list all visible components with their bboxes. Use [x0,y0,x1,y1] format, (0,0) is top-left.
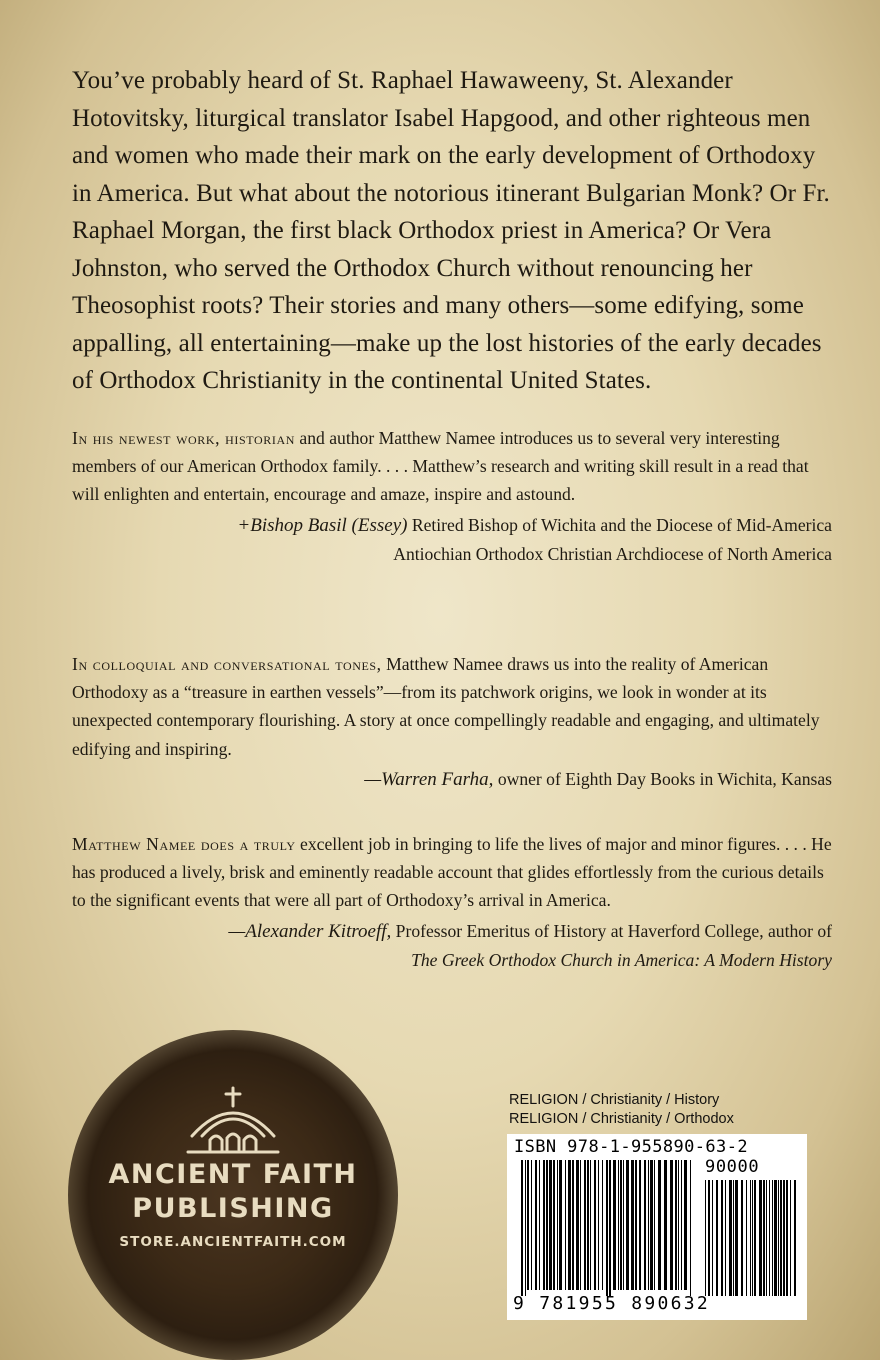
endorsement-lead: In his newest work, historian [72,428,296,448]
publisher-url: STORE.ANCIENTFAITH.COM [119,1234,347,1250]
endorsement-text [72,830,832,915]
endorsement-lead: Matthew Namee does a truly [72,834,296,854]
barcode-digits: 9 781955 890632 [513,1293,711,1314]
description-paragraph: You’ve probably heard of St. Raphael Hawaweeny, St. Alexander Hotovitsky, liturgical translator Isabel Hapgood, and other righteous men and women who made their mark on the early development of Orthodoxy in America. But what about the notorious itinerant Bulgarian Monk? Or Fr. Raphael Morgan, the first black Orthodox priest in America? Or Vera Johnston, who served the Orthodox Church without renouncing her Theosophist roots? Their stories and many others—some edifying, some appalling, all entertaining—make up the lost histories of the early decades of Orthodox Christianity in the continental United States. [72,67,830,394]
publisher-name-line2: PUBLISHING [132,1193,334,1224]
endorsement-body: Matthew Namee draws us into the reality of American Orthodoxy as a “treasure in earthen vessels”—from its patchwork origins, we look in wonder at its unexpected contemporary flourishing. A story at once compellingly readable and engaging, and ultimately edifying and inspiring. [72,654,820,759]
endorser-organization: Antiochian Orthodox Christian Archdiocese of North America [393,543,832,564]
endorsement-warren-farha [72,650,832,794]
price-addon: 90000 [705,1157,760,1177]
endorser-name: —Warren Farha, [364,768,494,790]
book-description [72,62,832,400]
endorsement-lead: In colloquial and conversational tones, [72,654,382,674]
endorsement-text [72,650,832,763]
endorsement-attribution [72,511,832,568]
endorsement-alexander-kitroeff [72,830,832,974]
publisher-seal [68,1030,398,1360]
endorser-role: Professor Emeritus of History at Haverford College, author of [391,920,832,941]
endorser-name: +Bishop Basil (Essey) [237,514,408,536]
endorser-role: owner of Eighth Day Books in Wichita, Kansas [493,768,832,789]
endorsement-bishop-basil [72,424,832,568]
endorsement-body: and author Matthew Namee introduces us to several very interesting members of our American Orthodox family. . . . Matthew’s research and writing skill result in a read that will enlighten and entertain, encourage and amaze, inspire and astound. [72,428,809,505]
isbn-barcode [507,1134,807,1320]
bisac-categories [509,1091,809,1129]
endorsement-attribution [72,765,832,794]
endorsement-text [72,424,832,509]
cross-dome-icon [180,1086,286,1156]
endorser-book-title: The Greek Orthodox Church in America: A Modern History [411,949,832,970]
endorsement-attribution [72,917,832,974]
bisac-category: RELIGION / Christianity / Orthodox [509,1111,734,1127]
isbn-label: ISBN 978-1-955890-63-2 [514,1137,748,1157]
bisac-category: RELIGION / Christianity / History [509,1092,720,1108]
endorsement-body: excellent job in bringing to life the lives of major and minor figures. . . . He has produced a lively, brisk and eminently readable account that glides effortlessly from the curious details to the significant events that were all part of Orthodoxy’s arrival in America. [72,834,832,911]
endorser-name: —Alexander Kitroeff, [228,920,392,942]
endorser-role: Retired Bishop of Wichita and the Diocese of Mid-America [407,514,832,535]
publisher-name-line1: ANCIENT FAITH [108,1159,358,1190]
